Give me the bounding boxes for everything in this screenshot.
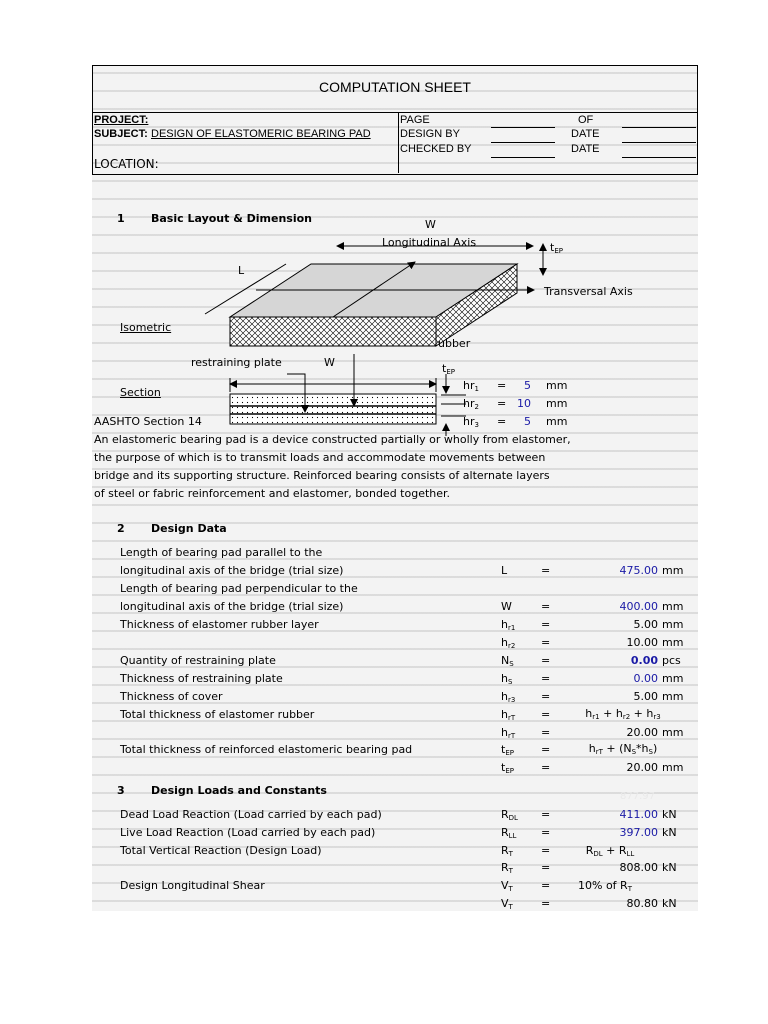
design-data-equals: = (541, 564, 551, 577)
design-data-symbol: $h_{rT}$ (501, 708, 516, 722)
layer-value: 5 (524, 415, 531, 428)
design-data-value: 0.00 (633, 672, 658, 685)
design-data-symbol: $h_{r2}$ (501, 636, 516, 650)
layer-symbol: $hr_2$ (463, 397, 479, 411)
design-load-symbol: $R_T$ (501, 844, 513, 858)
layer-unit: mm (546, 415, 568, 428)
design-data-label: longitudinal axis of the bridge (trial size) (120, 564, 344, 577)
section1-number: 1 (117, 212, 125, 225)
checked-by-label: CHECKED BY (400, 143, 472, 155)
design-data-value: 475.00 (619, 564, 658, 577)
date-label-checked: DATE (571, 143, 600, 155)
design-data-equals: = (541, 600, 551, 613)
design-data-symbol: $h_{r3}$ (501, 690, 516, 704)
design-data-symbol: $h_{rT}$ (501, 726, 516, 740)
design-data-equals: = (541, 672, 551, 685)
formula-rt: $R_{DL} + R_{LL}$ (585, 844, 635, 858)
rubber-label: ubber (438, 337, 471, 350)
design-data-equals: = (541, 690, 551, 703)
l-label: L (238, 264, 245, 277)
section2-number: 2 (117, 522, 125, 535)
design-data-value: 5.00 (633, 690, 658, 703)
design-load-equals: = (541, 826, 551, 839)
design-data-equals: = (541, 618, 551, 631)
faint-value: 877.97 (620, 791, 655, 802)
design-data-symbol: $h_{r1}$ (501, 618, 516, 632)
design-data-equals: = (541, 654, 551, 667)
design-data-label: Thickness of elastomer rubber layer (120, 618, 319, 631)
design-load-equals: = (541, 808, 551, 821)
of-label: OF (578, 114, 594, 126)
pad-front-face (230, 317, 436, 346)
design-data-symbol: L (501, 564, 508, 577)
section-label: Section (120, 386, 161, 399)
design-data-label: Thickness of cover (120, 690, 223, 703)
design-load-equals: = (541, 861, 551, 874)
layer-equals: = (497, 415, 507, 428)
section2-title: Design Data (151, 522, 227, 535)
design-data-unit: mm (662, 600, 684, 613)
design-data-unit: mm (662, 618, 684, 631)
design-data-label: Length of bearing pad parallel to the (120, 546, 323, 559)
layer-unit: mm (546, 379, 568, 392)
layer-unit: mm (546, 397, 568, 410)
section3-title: Design Loads and Constants (151, 784, 327, 797)
layer-value: 5 (524, 379, 531, 392)
project-label: PROJECT: (94, 114, 149, 126)
design-load-unit: kN (662, 861, 677, 874)
design-load-unit: kN (662, 808, 677, 821)
design-data-equals: = (541, 708, 551, 721)
design-load-equals: = (541, 879, 551, 892)
design-data-value: 10.00 (626, 636, 658, 649)
formula-hrt: $h_{r1} + h_{r2} + h_{r3}$ (585, 707, 661, 721)
description-line-1: An elastomeric bearing pad is a device constructed partially or wholly from elastomer, (94, 433, 571, 446)
design-data-unit: mm (662, 636, 684, 649)
design-data-symbol: W (501, 600, 512, 613)
design-load-unit: kN (662, 826, 677, 839)
design-data-label: Length of bearing pad perpendicular to the (120, 582, 358, 595)
layer-equals: = (497, 379, 507, 392)
design-data-symbol: $h_S$ (501, 672, 513, 686)
tep-section-label: $t_{EP}$ (442, 362, 455, 376)
design-data-unit: mm (662, 761, 684, 774)
design-data-symbol: $t_{EP}$ (501, 743, 514, 757)
design-load-unit: kN (662, 897, 677, 910)
isometric-label: Isometric (120, 321, 172, 334)
section1-title: Basic Layout & Dimension (151, 212, 312, 225)
design-data-label: Total thickness of reinforced elastomeric bearing pad (120, 743, 413, 756)
description-line-4: of steel or fabric reinforcement and elastomer, bonded together. (94, 487, 451, 500)
section3-number: 3 (117, 784, 125, 797)
longitudinal-axis-label: Longitudinal Axis (382, 236, 477, 249)
w-section-label: W (324, 356, 335, 369)
design-data-value: 0.00 (630, 654, 658, 667)
design-load-label: Dead Load Reaction (Load carried by each pad) (120, 808, 382, 821)
design-data-equals: = (541, 636, 551, 649)
formula-tep: $h_{rT} + (N_S*h_S)$ (588, 742, 658, 756)
design-load-label: Total Vertical Reaction (Design Load) (120, 844, 322, 857)
design-load-label: Design Longitudinal Shear (120, 879, 265, 892)
design-data-label: Quantity of restraining plate (120, 654, 276, 667)
design-load-value: 397.00 (619, 826, 658, 839)
design-load-value: 80.80 (626, 897, 658, 910)
aashto-reference: AASHTO Section 14 (94, 415, 202, 428)
design-data-symbol: $t_{EP}$ (501, 761, 514, 775)
location-label: LOCATION: (94, 157, 159, 171)
design-data-value: 5.00 (633, 618, 658, 631)
design-load-symbol: $V_T$ (501, 879, 513, 893)
design-data-unit: mm (662, 690, 684, 703)
design-by-label: DESIGN BY (400, 128, 460, 140)
design-data-value: 20.00 (626, 761, 658, 774)
description-line-3: bridge and its supporting structure. Reinforced bearing consists of alternate layers (94, 469, 550, 482)
design-data-label: Total thickness of elastomer rubber (120, 708, 315, 721)
layer-symbol: $hr_3$ (463, 415, 479, 429)
subject-value: DESIGN OF ELASTOMERIC BEARING PAD (151, 128, 371, 140)
design-load-symbol: $R_{DL}$ (501, 808, 518, 822)
layer-symbol: $hr_1$ (463, 379, 479, 393)
design-load-symbol: $R_{LL}$ (501, 826, 517, 840)
design-data-unit: mm (662, 726, 684, 739)
design-data-value: 400.00 (619, 600, 658, 613)
design-data-symbol: $N_S$ (501, 654, 514, 668)
design-data-equals: = (541, 761, 551, 774)
description-line-2: the purpose of which is to transmit loads and accommodate movements between (94, 451, 546, 464)
section-pad (230, 394, 436, 424)
subject-label: SUBJECT: (94, 128, 148, 140)
layer-equals: = (497, 397, 507, 410)
design-data-unit: mm (662, 564, 684, 577)
page-label: PAGE (400, 114, 430, 126)
design-data-label: longitudinal axis of the bridge (trial size) (120, 600, 344, 613)
design-data-equals: = (541, 726, 551, 739)
layer-value: 10 (517, 397, 531, 410)
restraining-plate-label: restraining plate (191, 356, 282, 369)
w-top-label: W (425, 218, 436, 231)
design-load-symbol: $V_T$ (501, 897, 513, 911)
transversal-axis-label: Transversal Axis (544, 285, 633, 298)
design-data-label: Thickness of restraining plate (120, 672, 283, 685)
design-load-equals: = (541, 844, 551, 857)
design-data-equals: = (541, 743, 551, 756)
design-load-equals: = (541, 897, 551, 910)
design-load-value: 808.00 (619, 861, 658, 874)
design-load-symbol: $R_T$ (501, 861, 513, 875)
design-data-value: 20.00 (626, 726, 658, 739)
date-label-design: DATE (571, 128, 600, 140)
tep-top-label: $t_{EP}$ (550, 241, 563, 255)
page-title: COMPUTATION SHEET (319, 79, 471, 95)
design-load-value: 411.00 (619, 808, 658, 821)
formula-vt: 10% of $R_T$ (578, 879, 632, 893)
design-data-unit: mm (662, 672, 684, 685)
design-data-unit: pcs (662, 654, 681, 667)
design-load-label: Live Load Reaction (Load carried by each pad) (120, 826, 376, 839)
